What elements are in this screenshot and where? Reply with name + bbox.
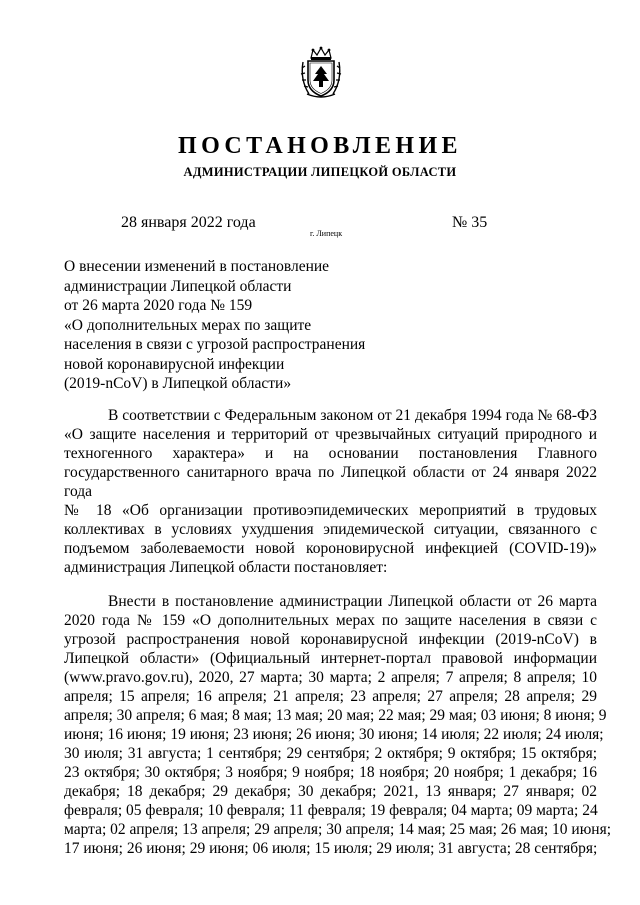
body-line: года xyxy=(64,483,93,500)
body-line: № 18 «Об организации противоэпидемических мероприятий в трудовых xyxy=(64,502,597,519)
coat-of-arms-icon xyxy=(299,46,343,100)
body-line: техногенного характера» и на основании постановления Главного xyxy=(64,445,597,462)
document-number: № 35 xyxy=(452,214,488,231)
document-city: г. Липецк xyxy=(310,229,343,238)
subject-line: (2019-nCoV) в Липецкой области» xyxy=(64,375,292,392)
body-line: апреля; 30 апреля; 6 мая; 8 мая; 13 мая; 20 мая; 22 мая; 29 мая; 03 июня; 8 июня; 9 xyxy=(64,707,607,724)
body-line: «О защите населения и территорий от чрезвычайных ситуаций природного и xyxy=(64,426,597,443)
body-line: подъемом заболеваемости новой короновирусной инфекцией (COVID-19)» xyxy=(64,540,597,557)
document-title: ПОСТАНОВЛЕНИЕ xyxy=(178,133,462,159)
subject-line: «О дополнительных мерах по защите xyxy=(64,316,312,334)
body-line: В соответствии с Федеральным законом от 21 декабря 1994 года № 68-ФЗ xyxy=(108,407,597,424)
body-line: марта; 02 апреля; 13 апреля; 29 апреля; 30 апреля; 14 мая; 25 мая; 26 мая; 10 июня; xyxy=(64,821,612,838)
body-line: коллективах в условиях ухудшения эпидемической ситуации, связанного с xyxy=(64,521,597,538)
body-line: февраля; 05 февраля; 10 февраля; 11 февраля; 19 февраля; 04 марта; 09 марта; 24 xyxy=(64,802,598,819)
body-line: 17 июня; 26 июня; 29 июня; 06 июля; 15 июля; 29 июля; 31 августа; 28 сентября; xyxy=(64,840,598,857)
issuing-authority: АДМИНИСТРАЦИИ ЛИПЕЦКОЙ ОБЛАСТИ xyxy=(183,165,457,179)
document-subject xyxy=(64,257,365,394)
subject-line: новой коронавирусной инфекции xyxy=(64,355,285,373)
body-line: Липецкой области» (Официальный интернет-портал правовой информации xyxy=(64,650,597,667)
body-line: 30 июля; 31 августа; 1 сентября; 29 сентября; 2 октября; 9 октября; 15 октября; xyxy=(64,745,597,762)
body-line: 2020 года № 159 «О дополнительных мерах по защите населения в связи с xyxy=(64,612,597,629)
subject-line: О внесении изменений в постановление xyxy=(64,258,330,275)
subject-line: населения в связи с угрозой распространения xyxy=(64,336,366,353)
body-line: государственного санитарного врача по Липецкой области от 24 января 2022 xyxy=(64,464,597,481)
subject-line: от 26 марта 2020 года № 159 xyxy=(64,297,253,314)
body-line: июня; 16 июня; 19 июня; 23 июня; 26 июня; 30 июня; 14 июля; 22 июля; 24 июля; xyxy=(64,726,604,743)
body-line: администрация Липецкой области постановляет: xyxy=(64,559,388,576)
body-line: Внести в постановление администрации Липецкой области от 26 марта xyxy=(108,593,597,610)
body-line: апреля; 15 апреля; 16 апреля; 21 апреля; 23 апреля; 27 апреля; 28 апреля; 29 xyxy=(64,688,597,705)
body-line: декабря; 18 декабря; 29 декабря; 30 декабря; 2021, 13 января; 27 января; 02 xyxy=(64,783,597,800)
subject-line: администрации Липецкой области xyxy=(64,277,292,295)
body-line: угрозой распространения новой коронавирусной инфекции (2019-nCoV) в xyxy=(64,631,597,648)
body-line: 23 октября; 30 октября; 3 ноября; 9 ноября; 18 ноября; 20 ноября; 1 декабря; 16 xyxy=(64,764,597,781)
body-line: (www.pravo.gov.ru), 2020, 27 марта; 30 марта; 2 апреля; 7 апреля; 8 апреля; 10 xyxy=(64,669,597,686)
document-date: 28 января 2022 года xyxy=(121,214,256,231)
